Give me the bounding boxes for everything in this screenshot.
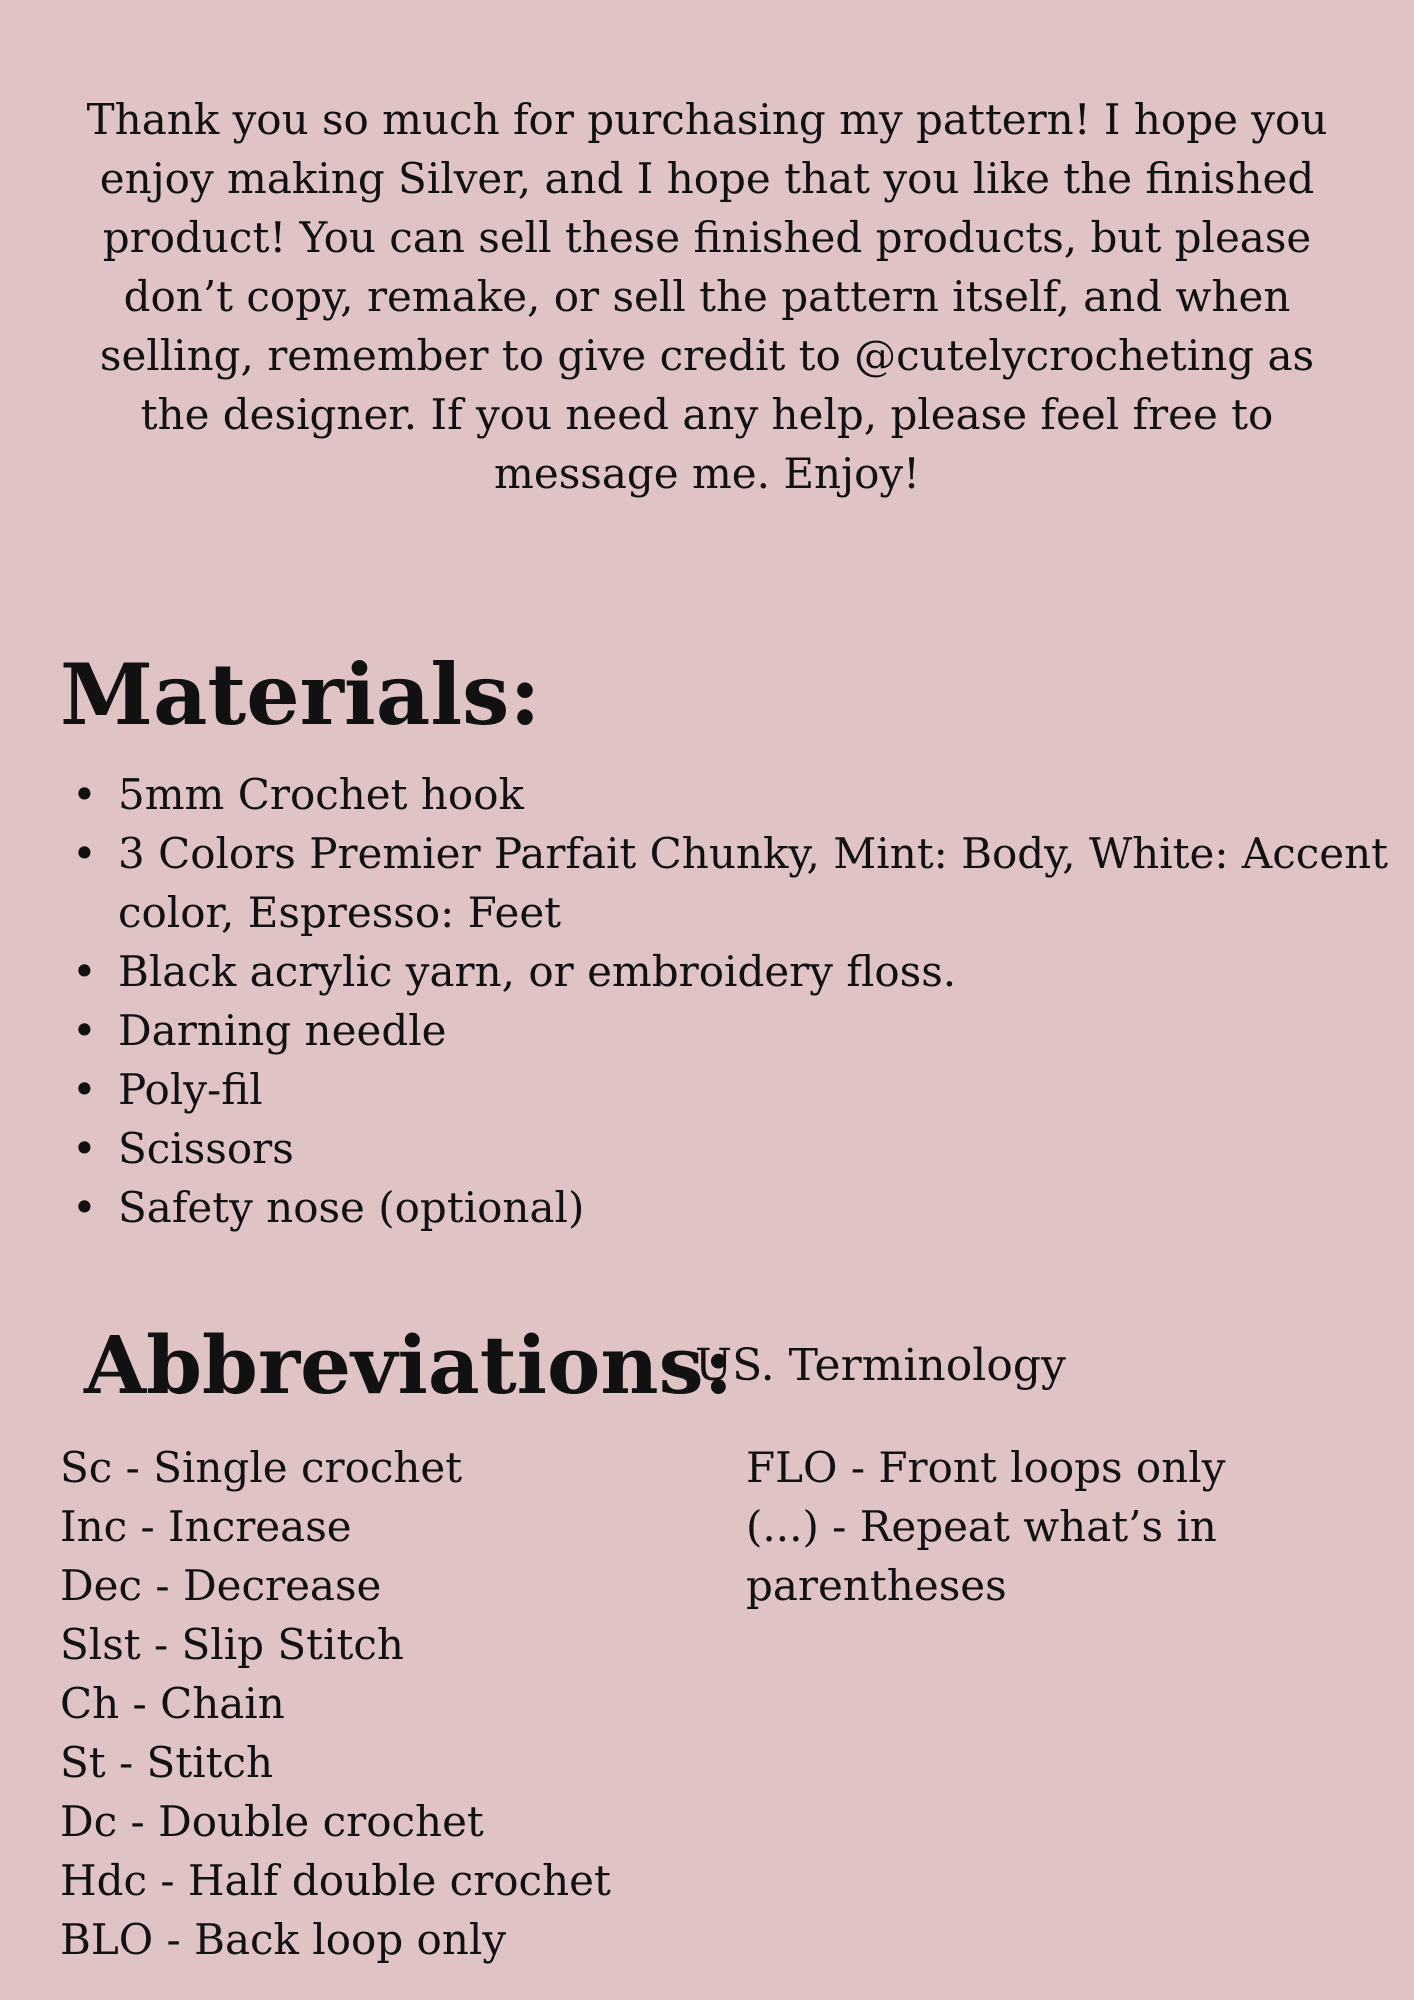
abbreviation-item: Hdc - Half double crochet — [60, 1856, 611, 1905]
abbreviation-item: (...) - Repeat what’s in parentheses — [746, 1502, 1217, 1610]
materials-heading: Materials: — [60, 645, 541, 744]
abbreviation-item: Dec - Decrease — [60, 1561, 382, 1610]
materials-item: • Black acrylic yarn, or embroidery floss. — [118, 942, 1414, 1001]
intro-paragraph: Thank you so much for purchasing my pattern! I hope you enjoy making Silver, and I hope that you like the finished product! You can sell these finished products, but please don’t copy, remake, or sell the pattern itself, and when selling, remember to give credit to @cutelycrocheting as the designer. If you need any help, please feel free to message me. Enjoy! — [86, 95, 1328, 498]
materials-list — [60, 765, 1414, 1237]
abbreviation-item: St - Stitch — [60, 1738, 274, 1787]
abbreviations-heading: Abbreviations: — [84, 1318, 734, 1412]
abbreviation-item: Slst - Slip Stitch — [60, 1620, 404, 1669]
abbreviation-item: FLO - Front loops only — [746, 1443, 1226, 1492]
materials-item: • Poly-fil — [118, 1060, 1414, 1119]
materials-item: • Scissors — [118, 1119, 1414, 1178]
materials-item: • Darning needle — [118, 1001, 1414, 1060]
abbreviations-list-left — [60, 1438, 710, 1969]
materials-item: • 3 Colors Premier Parfait Chunky, Mint: Body, White: Accent color, Espresso: Feet — [118, 824, 1414, 942]
abbreviation-item: Ch - Chain — [60, 1679, 285, 1728]
abbreviation-item: Inc - Increase — [60, 1502, 352, 1551]
abbreviation-item: BLO - Back loop only — [60, 1915, 507, 1964]
abbreviation-item: Dc - Double crochet — [60, 1797, 484, 1846]
materials-item: • Safety nose (optional) — [118, 1178, 1414, 1237]
abbreviation-item: Sc - Single crochet — [60, 1443, 463, 1492]
terminology-note: US. Terminology — [695, 1340, 1066, 1391]
abbreviations-list-right — [746, 1438, 1306, 1615]
materials-item: • 5mm Crochet hook — [118, 765, 1414, 824]
